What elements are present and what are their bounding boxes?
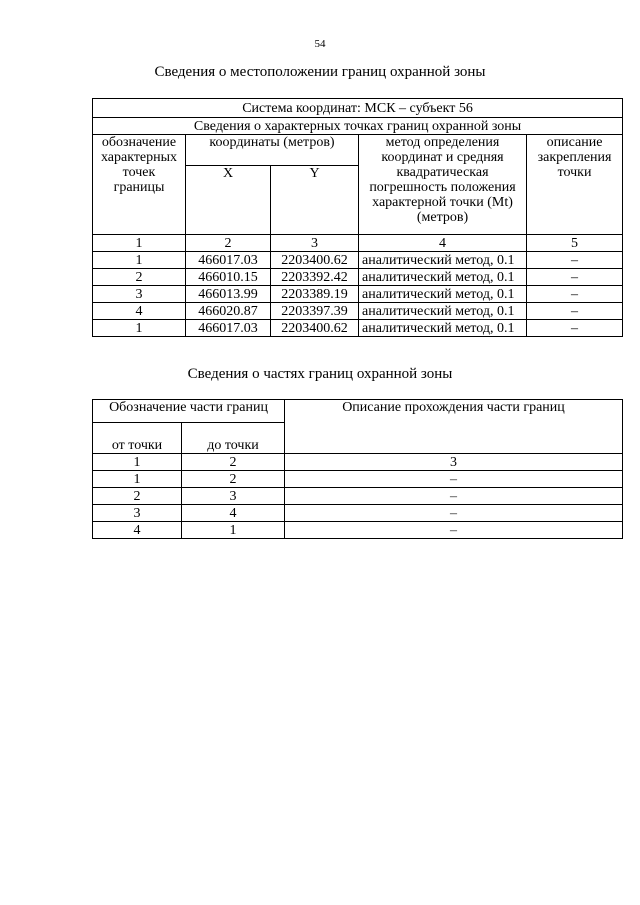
fixing-value: –: [527, 303, 623, 320]
column-number: 1: [93, 454, 182, 471]
column-number: 5: [527, 235, 623, 252]
header-y: Y: [271, 166, 359, 235]
point-id: 3: [93, 286, 186, 303]
coord-system-label: Система координат: МСК – субъект 56: [93, 99, 623, 118]
point-id: 1: [93, 320, 186, 337]
y-value: 2203400.62: [271, 252, 359, 269]
method-value: аналитический метод, 0.1: [359, 269, 527, 286]
method-value: аналитический метод, 0.1: [359, 252, 527, 269]
table-row: [93, 522, 623, 539]
from-point-value: 2: [93, 488, 182, 505]
header-fixing-line: описание: [546, 135, 603, 150]
point-id: 1: [93, 252, 186, 269]
header-method: [359, 135, 527, 235]
header-fixing-line: точки: [557, 165, 592, 180]
description-value: –: [285, 488, 623, 505]
column-number: 3: [285, 454, 623, 471]
method-value: аналитический метод, 0.1: [359, 303, 527, 320]
header-coordinates: координаты (метров): [186, 135, 359, 166]
boundary-points-table: [92, 98, 623, 337]
header-from-point: от точки: [93, 423, 182, 454]
table-row: [93, 252, 623, 269]
to-point-value: 3: [182, 488, 285, 505]
table-row: [93, 269, 623, 286]
column-number: 1: [93, 235, 186, 252]
table-row: [93, 320, 623, 337]
fixing-value: –: [527, 269, 623, 286]
column-number: 2: [186, 235, 271, 252]
from-point-value: 4: [93, 522, 182, 539]
table-row: [93, 488, 623, 505]
header-method-line: характерной точки (Mt): [372, 195, 513, 210]
header-designation-line: обозначение: [101, 135, 177, 150]
table-row: [93, 303, 623, 320]
x-value: 466020.87: [186, 303, 271, 320]
column-number: 2: [182, 454, 285, 471]
header-designation-line: границы: [113, 180, 165, 195]
fixing-value: –: [527, 286, 623, 303]
point-id: 2: [93, 269, 186, 286]
to-point-value: 2: [182, 471, 285, 488]
table-row: [93, 286, 623, 303]
header-part-designation: Обозначение части границ: [93, 400, 285, 423]
x-value: 466013.99: [186, 286, 271, 303]
point-id: 4: [93, 303, 186, 320]
y-value: 2203392.42: [271, 269, 359, 286]
description-value: –: [285, 522, 623, 539]
to-point-value: 4: [182, 505, 285, 522]
from-point-value: 3: [93, 505, 182, 522]
header-fixing-line: закрепления: [537, 150, 612, 165]
header-designation: [93, 135, 186, 235]
header-designation-line: точек: [122, 165, 156, 180]
x-value: 466017.03: [186, 320, 271, 337]
header-method-line: метод определения: [385, 135, 500, 150]
y-value: 2203397.39: [271, 303, 359, 320]
column-number: 4: [359, 235, 527, 252]
header-designation-line: характерных: [100, 150, 178, 165]
page-number: 54: [314, 38, 326, 50]
y-value: 2203400.62: [271, 320, 359, 337]
section1-title: Сведения о местоположении границ охранной зоны: [154, 64, 486, 80]
x-value: 466010.15: [186, 269, 271, 286]
section2-title: Сведения о частях границ охранной зоны: [187, 366, 453, 382]
method-value: аналитический метод, 0.1: [359, 286, 527, 303]
y-value: 2203389.19: [271, 286, 359, 303]
description-value: –: [285, 505, 623, 522]
header-method-line: координат и средняя: [381, 150, 504, 165]
fixing-value: –: [527, 320, 623, 337]
fixing-value: –: [527, 252, 623, 269]
boundary-parts-table: [92, 399, 623, 539]
table-row: [93, 505, 623, 522]
description-value: –: [285, 471, 623, 488]
header-method-line: (метров): [416, 210, 469, 225]
header-to-point: до точки: [182, 423, 285, 454]
to-point-value: 1: [182, 522, 285, 539]
header-method-line: погрешность положения: [369, 180, 516, 195]
header-method-line: квадратическая: [396, 165, 489, 180]
points-subtitle: Сведения о характерных точках границ охранной зоны: [93, 118, 623, 135]
header-fixing: [527, 135, 623, 235]
table-row: [93, 471, 623, 488]
from-point-value: 1: [93, 471, 182, 488]
header-description: Описание прохождения части границ: [285, 400, 623, 454]
x-value: 466017.03: [186, 252, 271, 269]
header-x: X: [186, 166, 271, 235]
method-value: аналитический метод, 0.1: [359, 320, 527, 337]
column-number: 3: [271, 235, 359, 252]
